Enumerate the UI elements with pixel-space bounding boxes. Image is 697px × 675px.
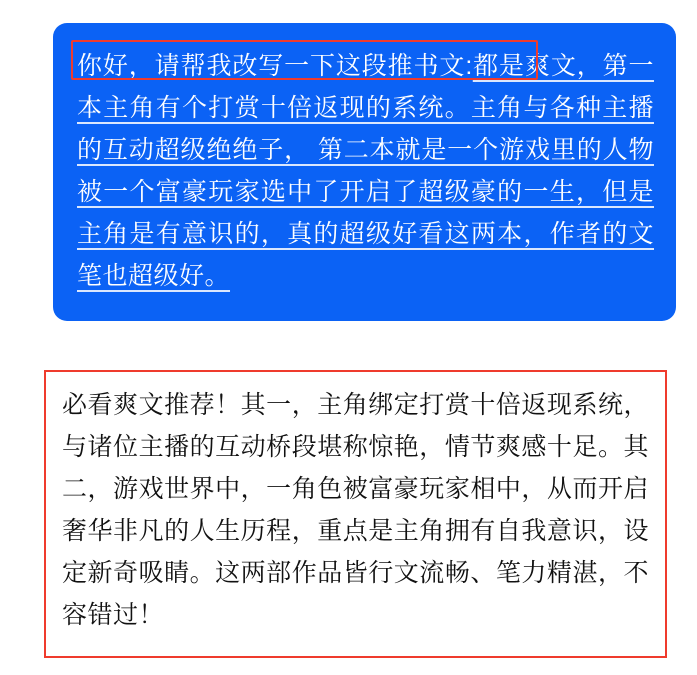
user-message-text [77, 45, 654, 297]
assistant-answer-box[interactable] [44, 370, 667, 658]
user-message-body: 都是爽文，第一本主角有个打赏十倍返现的系统。主角与各种主播的互动超级绝绝子， 第二本就是一个游戏里的人物被一个富豪玩家选中了开启了超级豪的一生，但是主角是有意识的，真的超级好看这两本，作者的文笔也超级好。 [77, 52, 654, 290]
page-edge-left [0, 0, 1, 675]
user-message-prefix: 你好，请帮我改写一下这段推书文: [77, 52, 473, 80]
user-message-bubble[interactable] [53, 23, 676, 321]
assistant-answer-text: 必看爽文推荐！其一，主角绑定打赏十倍返现系统，与诸位主播的互动桥段堪称惊艳，情节爽感十足。其二，游戏世界中，一角色被富豪玩家相中，从而开启奢华非凡的人生历程，重点是主角拥有自我意识，设定新奇吸睛。这两部作品皆行文流畅、笔力精湛，不容错过！ [62, 391, 649, 629]
